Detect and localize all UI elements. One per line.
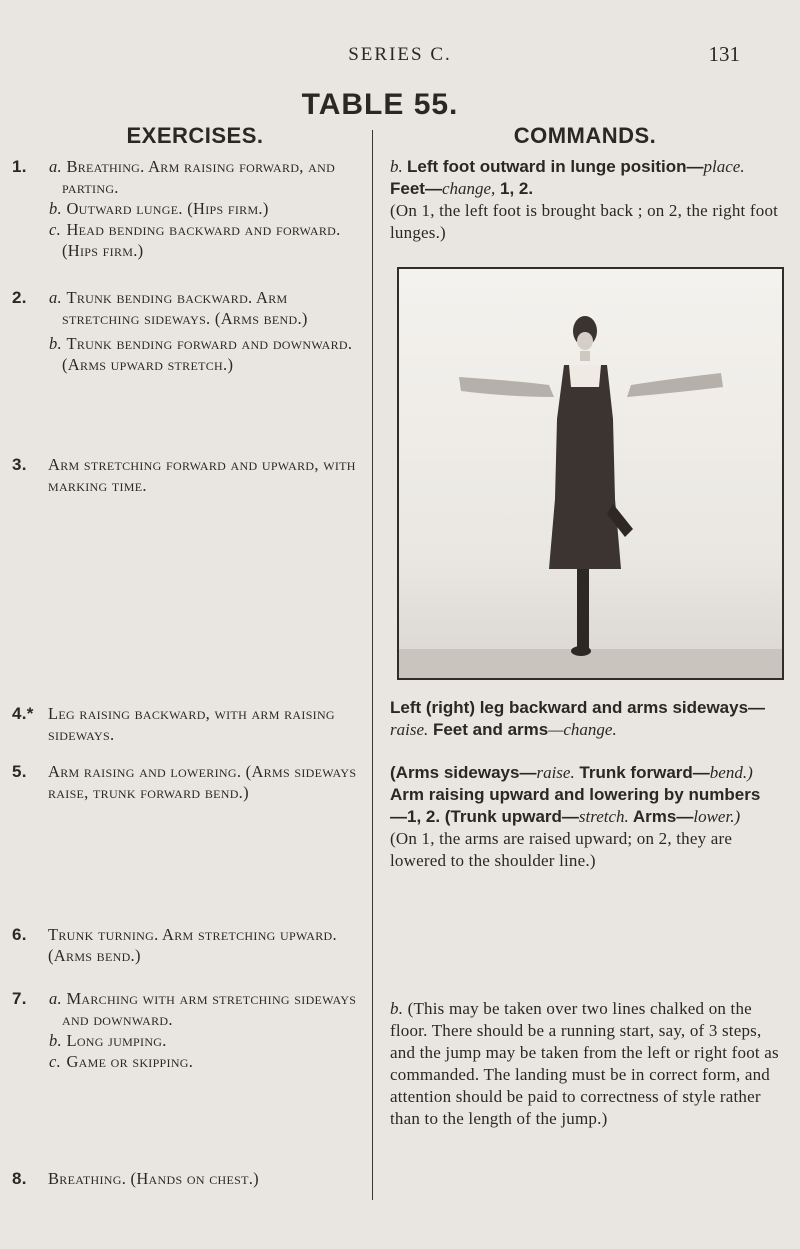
exercise-text: Arm stretching forward and upward, with marking time. [48,455,356,495]
exercise-text: Leg raising backward, with arm raising sideways. [48,704,335,744]
exercise-number: 7. [12,989,27,1008]
exercise-4 [12,703,362,745]
commands-heading: COMMANDS. [513,123,657,148]
exercise-item: b. Long jumping. [49,1031,167,1050]
exercise-8 [12,1168,362,1189]
exercise-item: a. Trunk bending backward. Arm stretching sideways. (Arms bend.) [49,288,308,328]
exercise-7 [12,988,362,1072]
command-1b: b. Left foot outward in lunge position—place. Feet—change, 1, 2. (On 1, the left foot is brought back ; on 2, the right foot lunges.) [390,157,779,242]
exercise-item: b. Trunk bending forward and downward. (Arms upward stretch.) [49,334,353,374]
exercise-number: 2. [12,288,27,307]
command-7b: b. (This may be taken over two lines chalked on the floor. There should be a running start, say, of 3 steps, and the jump may be taken from the left or right foot as commanded. The landing must be in correct form, and attention should be paid to correctness of style rather than to the length of the jump.) [390,999,779,1128]
exercise-number: 5. [12,762,27,781]
exercise-item: b. Outward lunge. (Hips firm.) [49,199,269,218]
page-number: 131 [708,42,740,66]
exercise-2 [12,287,362,375]
exercise-text: Arm raising and lowering. (Arms sideways raise, trunk forward bend.) [48,762,357,802]
exercise-photograph [397,267,784,680]
exercise-text: Breathing. (Hands on chest.) [48,1169,259,1188]
column-divider [372,130,373,1200]
gymnast-figure-image [399,269,782,678]
exercise-3 [12,454,362,496]
series-label: SERIES C. [348,44,452,65]
exercise-item: a. Marching with arm stretching sideways and downward. [49,989,357,1029]
exercises-heading: EXERCISES. [126,123,264,148]
exercise-5 [12,761,362,803]
command-4: Left (right) leg backward and arms sideways—raise. Feet and arms—change. [390,698,766,739]
exercise-number: 8. [12,1169,27,1188]
exercise-1 [12,156,362,261]
exercise-number: 6. [12,925,27,944]
exercise-number: 3. [12,455,27,474]
exercise-text: Trunk turning. Arm stretching upward. (Arms bend.) [48,925,337,965]
exercise-item: c. Head bending backward and forward. (Hips firm.) [49,220,341,260]
table-title: TABLE 55. [301,88,459,121]
exercise-item: a. Breathing. Arm raising forward, and parting. [49,157,336,197]
exercise-number: 4.* [12,704,34,723]
command-5: (Arms sideways—raise. Trunk forward—bend.) Arm raising upward and lowering by numbers —1, 2. (Trunk upward—stretch. Arms—lower.) (On 1, the arms are raised upward; on 2, they are lowered to the shoulder line.) [390,763,761,870]
exercise-number: 1. [12,157,27,176]
exercise-6 [12,924,362,966]
exercise-item: c. Game or skipping. [49,1052,194,1071]
